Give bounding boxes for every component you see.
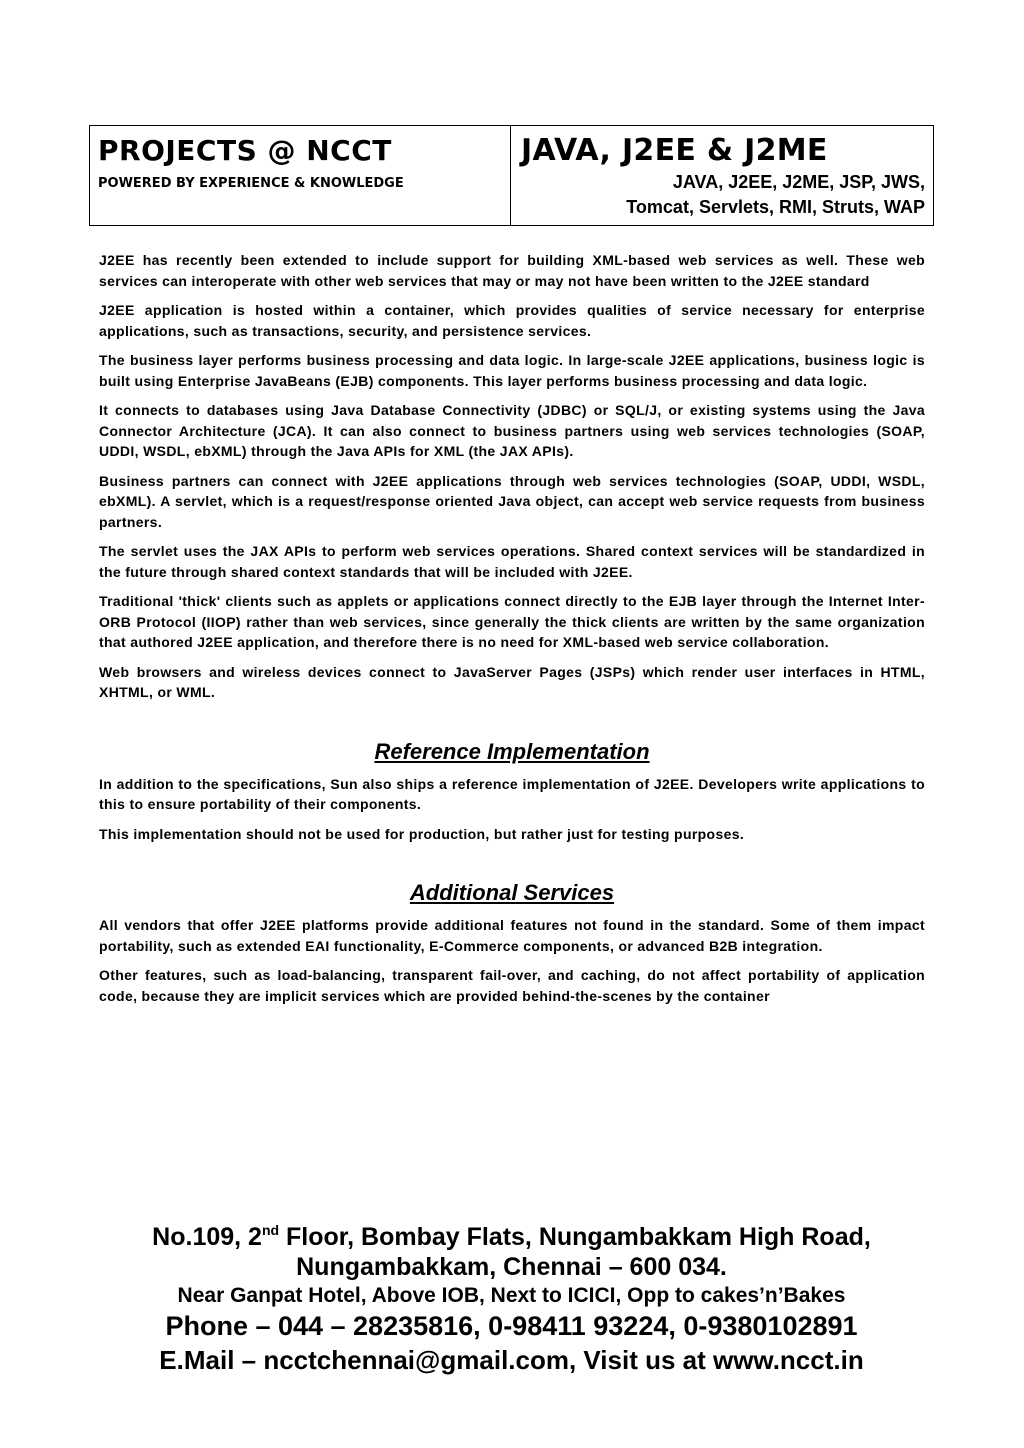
email-line: E.Mail – ncctchennai@gmail.com, Visit us at www.ncct.in <box>159 1345 864 1375</box>
section-heading-reference: Reference Implementation <box>374 738 650 764</box>
floor-ordinal-suffix: nd <box>261 1222 280 1238</box>
header-right-cell <box>511 126 933 225</box>
company-title: PROJECTS @ NCCT <box>98 134 392 167</box>
phone-line: Phone – 044 – 28235816, 0-98411 93224, 0-9380102891 <box>165 1311 858 1341</box>
body-paragraph: J2EE has recently been extended to include support for building XML-based web services as well. These web services can interoperate with other web services that may or may not have been written to the J2EE standard <box>99 252 925 289</box>
city-line: Nungambakkam, Chennai – 600 034. <box>296 1253 727 1281</box>
address-prefix: No.109, 2 <box>152 1223 262 1251</box>
header-box <box>89 125 934 226</box>
header-left-cell <box>90 126 511 225</box>
company-tagline: POWERED BY EXPERIENCE & KNOWLEDGE <box>98 176 404 191</box>
body-paragraph: This implementation should not be used for production, but rather just for testing purposes. <box>99 825 745 842</box>
body-paragraph: Business partners can connect with J2EE applications through web services technologies (SOAP, UDDI, WSDL, ebXML). A servlet, which is a request/response oriented Java object, can accept web service requests from business partners. <box>99 472 925 530</box>
tech-list-line-2: Tomcat, Servlets, RMI, Struts, WAP <box>626 197 925 217</box>
body-paragraph: In addition to the specifications, Sun also ships a reference implementation of J2EE. Developers write applications to this to ensure portability of their components. <box>99 775 925 812</box>
landmarks-line: Near Ganpat Hotel, Above IOB, Next to ICICI, Opp to cakes’n’Bakes <box>177 1284 846 1307</box>
body-paragraph: It connects to databases using Java Database Connectivity (JDBC) or SQL/J, or existing systems using the Java Connector Architecture (JCA). It can also connect to business partners using web services technologies (SOAP, UDDI, WSDL, ebXML) through the Java APIs for XML (the JAX APIs). <box>99 402 925 459</box>
course-title: JAVA, J2EE & J2ME <box>521 133 828 168</box>
body-paragraph: Traditional 'thick' clients such as applets or applications connect directly to the EJB layer through the Internet Inter-ORB Protocol (IIOP) rather than web services, since generally the thick clients are written by the same organization that authored J2EE application, and therefore there is no need for XML-based web service collaboration. <box>99 593 925 650</box>
body-paragraph: The servlet uses the JAX APIs to perform web services operations. Shared context services will be standardized in the future through shared context standards that will be included with J2EE. <box>99 543 925 580</box>
body-paragraph: Other features, such as load-balancing, transparent fail-over, and caching, do not affect portability of application code, because they are implicit services which are provided behind-the-scenes by the container <box>99 967 925 1004</box>
main-content <box>99 250 925 1015</box>
section-heading-additional: Additional Services <box>409 880 615 905</box>
address-line <box>89 1222 934 1252</box>
address-rest: Floor, Bombay Flats, Nungambakkam High Road, <box>279 1223 871 1251</box>
tech-list-line-1: JAVA, J2EE, J2ME, JSP, JWS, <box>672 172 925 192</box>
contact-footer <box>89 1222 934 1376</box>
body-paragraph: The business layer performs business processing and data logic. In large-scale J2EE applications, business logic is built using Enterprise JavaBeans (EJB) components. This layer performs business processing and data logic. <box>99 352 925 389</box>
body-paragraph: All vendors that offer J2EE platforms provide additional features not found in the standard. Some of them impact portability, such as extended EAI functionality, E-Commerce components, or advanced B2B integration. <box>99 917 925 954</box>
body-paragraph: J2EE application is hosted within a container, which provides qualities of service necessary for enterprise applications, such as transactions, security, and persistence services. <box>99 302 925 339</box>
body-paragraph: Web browsers and wireless devices connect to JavaServer Pages (JSPs) which render user interfaces in HTML, XHTML, or WML. <box>99 663 925 700</box>
